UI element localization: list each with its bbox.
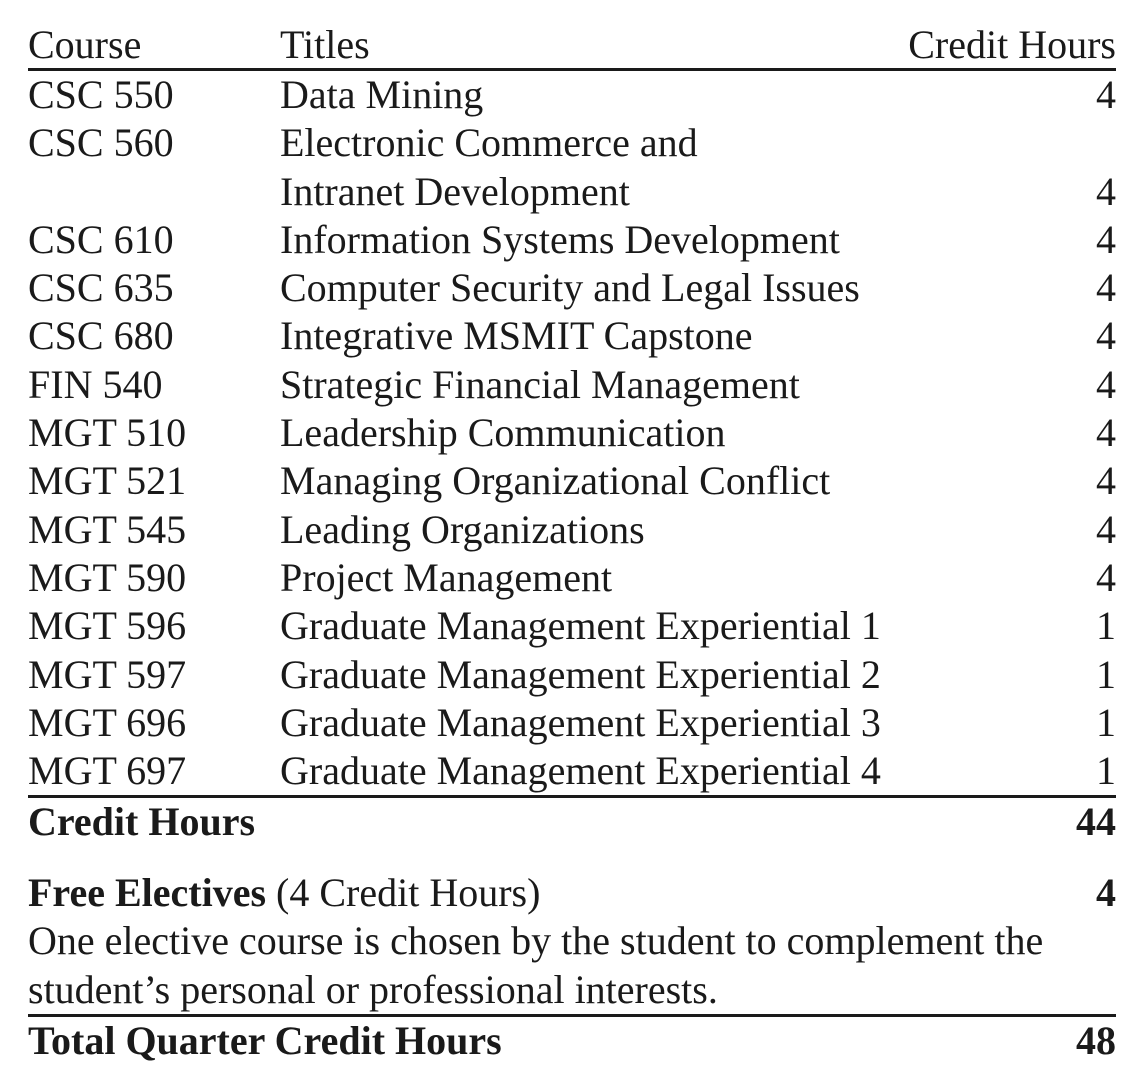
electives-heading: [28, 869, 896, 917]
electives-description-line: student’s personal or professional interests.: [28, 966, 718, 1012]
course-title: Graduate Management Experiential 2: [280, 651, 881, 697]
course-title: Strategic Financial Management: [280, 361, 800, 407]
course-title: Leadership Communication: [280, 410, 726, 456]
course-hours: 1: [1096, 748, 1116, 794]
course-code: CSC 610: [28, 216, 174, 262]
table-row: [28, 699, 1116, 747]
electives-note: (4 Credit Hours): [276, 869, 541, 915]
course-code: MGT 697: [28, 748, 187, 794]
table-row: [28, 457, 1116, 505]
table-row: [28, 409, 1116, 457]
electives-value: 4: [1096, 869, 1116, 915]
course-title: Graduate Management Experiential 1: [280, 603, 881, 649]
course-code: MGT 521: [28, 458, 187, 504]
course-hours: 4: [1096, 265, 1116, 311]
subtotal-value: 44: [1076, 799, 1116, 845]
course-hours: 1: [1096, 603, 1116, 649]
course-code: MGT 696: [28, 699, 187, 745]
electives-row: [28, 869, 1116, 917]
table-row: [28, 361, 1116, 409]
subtotal-label: Credit Hours: [28, 799, 256, 845]
table-header: [28, 22, 1116, 71]
table-row: [28, 168, 1116, 216]
course-code: MGT 596: [28, 603, 187, 649]
course-hours: 4: [1096, 506, 1116, 552]
course-hours: 4: [1096, 168, 1116, 214]
course-code: CSC 550: [28, 72, 174, 117]
course-code: MGT 545: [28, 506, 187, 552]
course-hours: 1: [1096, 699, 1116, 745]
table-row: [28, 747, 1116, 798]
course-code: MGT 510: [28, 410, 187, 456]
table-row: [28, 602, 1116, 650]
course-title: Project Management: [280, 554, 613, 600]
course-code: FIN 540: [28, 361, 163, 407]
course-title: Integrative MSMIT Capstone: [280, 313, 753, 359]
section-spacer: [28, 847, 1116, 869]
table-row: [28, 71, 1116, 119]
course-hours: 4: [1096, 458, 1116, 504]
table-row: [28, 216, 1116, 264]
course-title: Graduate Management Experiential 4: [280, 748, 881, 794]
total-row: [28, 1017, 1116, 1065]
header-course: Course: [28, 22, 142, 67]
course-hours: 4: [1096, 410, 1116, 456]
course-title: Information Systems Development: [280, 216, 840, 262]
table-row: [28, 554, 1116, 602]
table-row: [28, 651, 1116, 699]
course-hours: 4: [1096, 361, 1116, 407]
table-row: [28, 264, 1116, 312]
total-value: 48: [1076, 1018, 1116, 1064]
course-hours: 1: [1096, 651, 1116, 697]
electives-description: [28, 917, 1116, 1017]
table-row: [28, 506, 1116, 554]
course-title: Graduate Management Experiential 3: [280, 699, 881, 745]
course-hours: 4: [1096, 216, 1116, 262]
course-list: [28, 71, 1116, 798]
course-hours: 4: [1096, 72, 1116, 117]
course-title: Data Mining: [280, 72, 484, 117]
course-code: CSC 680: [28, 313, 174, 359]
electives-description-line: One elective course is chosen by the student to complement the: [28, 918, 1044, 964]
course-hours: 4: [1096, 554, 1116, 600]
curriculum-table: [28, 22, 1116, 1065]
course-code: CSC 560: [28, 120, 174, 166]
subtotal-row: [28, 798, 1116, 846]
course-code: MGT 597: [28, 651, 187, 697]
course-title: Leading Organizations: [280, 506, 645, 552]
course-title: Managing Organizational Conflict: [280, 458, 831, 504]
course-hours: 4: [1096, 313, 1116, 359]
table-row: [28, 312, 1116, 360]
course-title: Intranet Development: [280, 168, 630, 214]
course-code: MGT 590: [28, 554, 187, 600]
course-title: Computer Security and Legal Issues: [280, 265, 860, 311]
course-code: CSC 635: [28, 265, 174, 311]
header-titles: Titles: [280, 22, 370, 67]
course-title: Electronic Commerce and: [280, 120, 698, 166]
header-credit-hours: Credit Hours: [908, 22, 1116, 67]
table-row: [28, 119, 1116, 167]
electives-label: Free Electives: [28, 869, 267, 915]
total-label: Total Quarter Credit Hours: [28, 1018, 502, 1064]
